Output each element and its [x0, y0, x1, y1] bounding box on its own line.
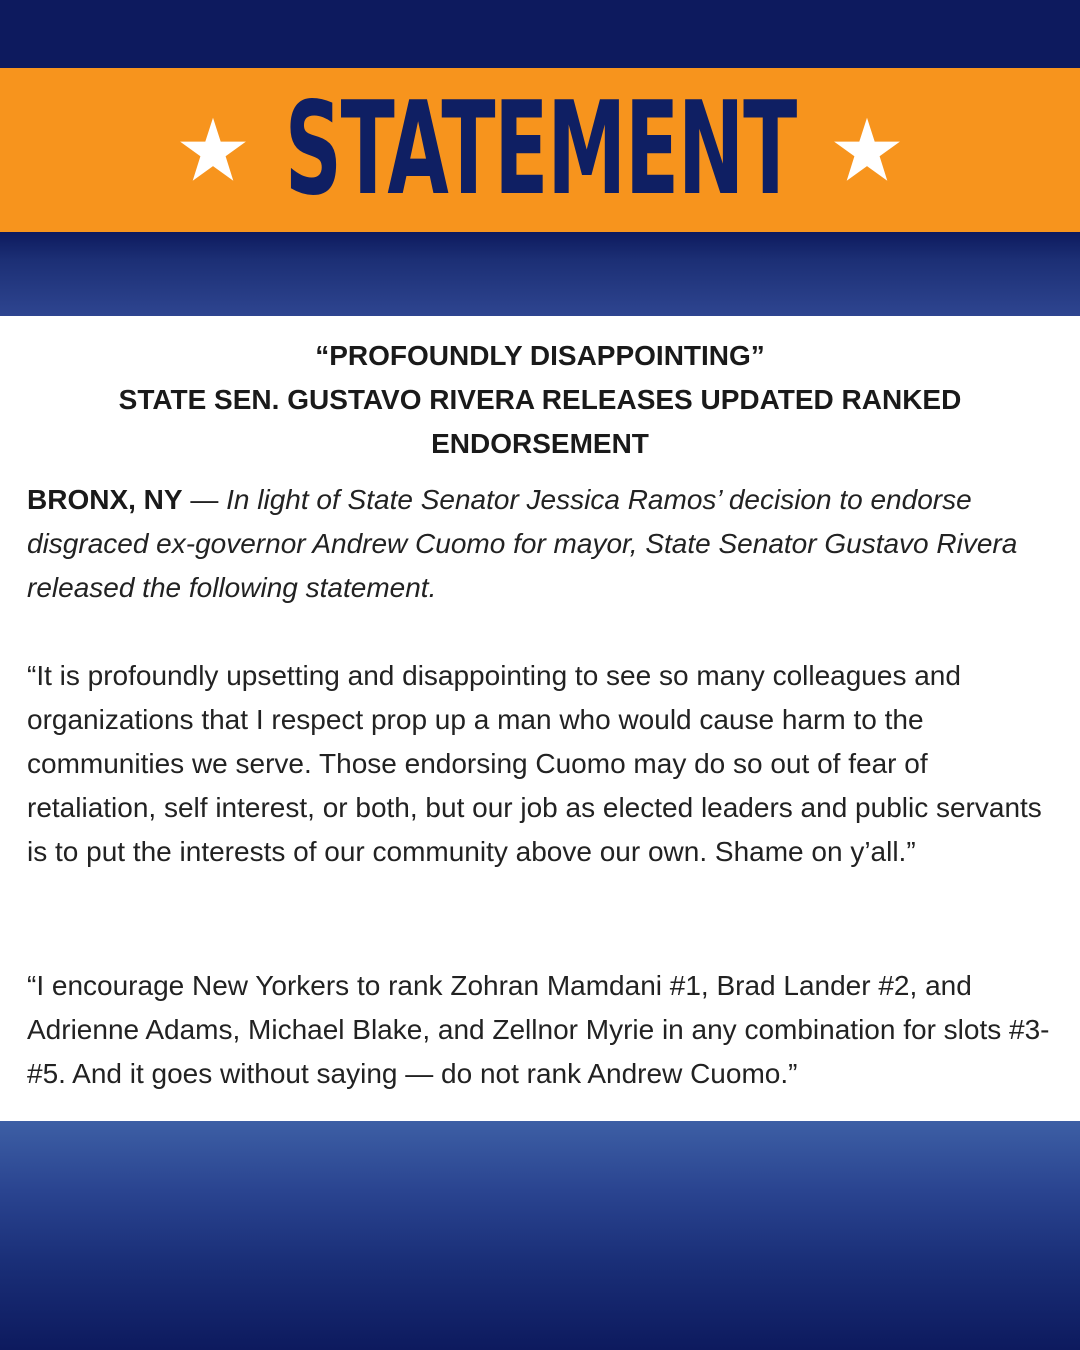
headline — [0, 334, 1080, 466]
headline-line-1: “PROFOUNDLY DISAPPOINTING” — [315, 340, 765, 371]
star-icon — [832, 115, 902, 185]
statement-banner — [0, 68, 1080, 232]
banner-title: STATEMENT — [284, 75, 796, 224]
statement-content — [0, 316, 1080, 1121]
bottom-gradient-band — [0, 1121, 1080, 1350]
dateline-dash: — — [182, 484, 227, 515]
headline-line-3: ENDORSEMENT — [431, 428, 649, 459]
headline-line-2: STATE SEN. GUSTAVO RIVERA RELEASES UPDATED RANKED — [118, 384, 962, 415]
quote-paragraph-2: “I encourage New Yorkers to rank Zohran Mamdani #1, Brad Lander #2, and Adrienne Adams, Michael Blake, and Zellnor Myrie in any combination for slots #3-#5. And it goes without saying — do not rank Andrew Cuomo.” — [27, 970, 1050, 1089]
star-icon — [178, 115, 248, 185]
intro-text: In light of State Senator Jessica Ramos’ decision to endorse disgraced ex-governor Andrew Cuomo for mayor, State Senator Gustavo Rivera released the following statement. — [27, 484, 1018, 603]
intro-paragraph — [27, 478, 1057, 610]
quote-paragraph-1: “It is profoundly upsetting and disappointing to see so many colleagues and organizations that I respect prop up a man who would cause harm to the communities we serve. Those endorsing Cuomo may do so out of fear of retaliation, self interest, or both, but our job as elected leaders and public servants is to put the interests of our community above our own. Shame on y’all.” — [27, 660, 1042, 867]
dateline: BRONX, NY — [27, 484, 183, 515]
